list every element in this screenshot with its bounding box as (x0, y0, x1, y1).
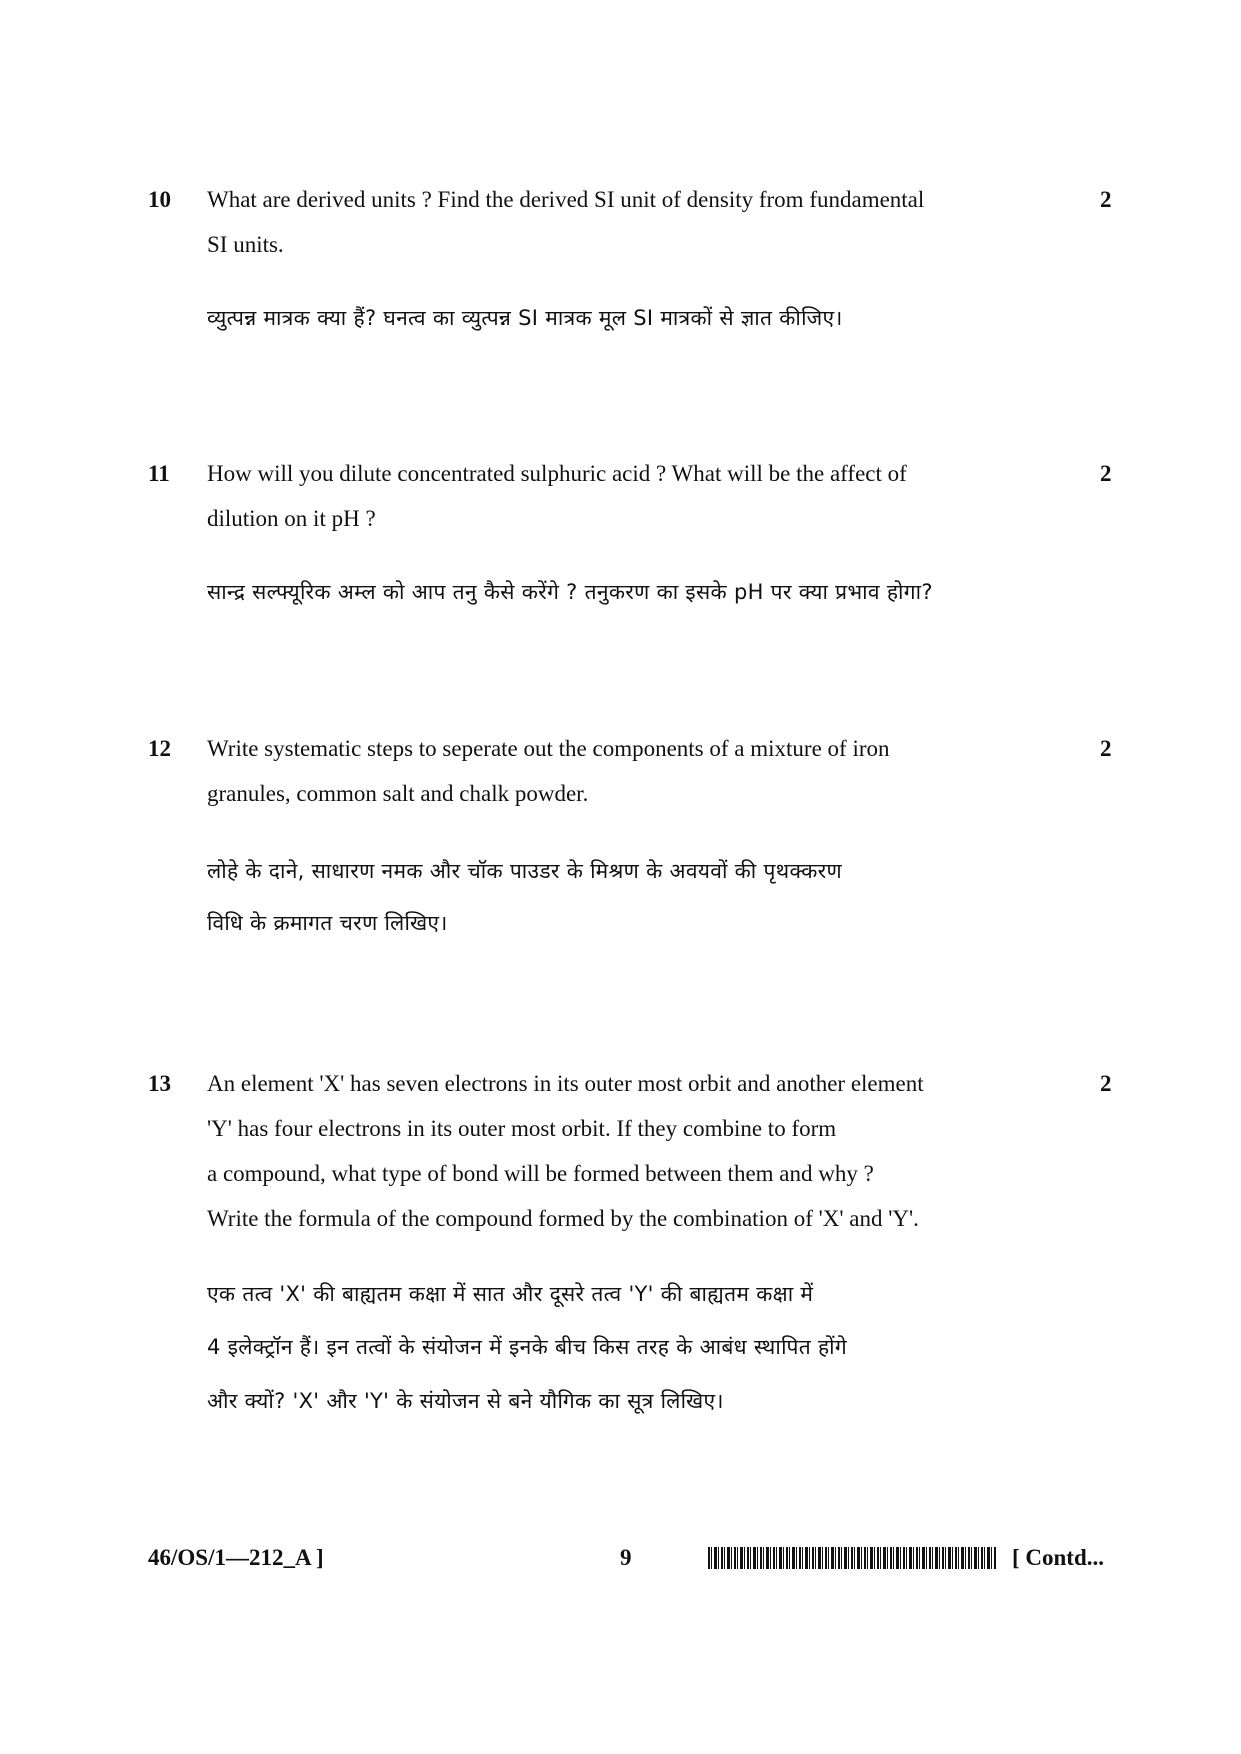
english-line: What are derived units ? Find the derived SI unit of density from fundamental (207, 187, 925, 212)
english-line: granules, common salt and chalk powder. (207, 781, 589, 806)
question-marks: 2 (1100, 1071, 1112, 1096)
english-line: Write the formula of the compound formed by the combination of 'X' and 'Y'. (207, 1206, 919, 1231)
page-number: 9 (620, 1545, 632, 1570)
english-line: How will you dilute concentrated sulphuric acid ? What will be the affect of (207, 461, 907, 486)
hindi-line: 4 इलेक्ट्रॉन हैं। इन तत्वों के संयोजन में इनके बीच किस तरह के आबंध स्थापित होंगे (207, 1335, 848, 1359)
question-number: 12 (148, 736, 171, 761)
english-line: An element 'X' has seven electrons in its outer most orbit and another element (207, 1071, 924, 1096)
paper-code: 46/OS/1—212_A ] (148, 1545, 324, 1570)
question-number: 10 (148, 187, 171, 212)
hindi-line: लोहे के दाने, साधारण नमक और चॉक पाउडर के मिश्रण के अवयवों की पृथक्करण (207, 859, 843, 883)
question-marks: 2 (1100, 461, 1112, 486)
question-number: 13 (148, 1071, 171, 1096)
question-marks: 2 (1100, 187, 1112, 212)
hindi-line: एक तत्व 'X' की बाह्यतम कक्षा में सात और दूसरे तत्व 'Y' की बाह्यतम कक्षा में (207, 1282, 814, 1306)
question-marks: 2 (1100, 736, 1112, 761)
hindi-line: सान्द्र सल्फ्यूरिक अम्ल को आप तनु कैसे करेंगे ? तनुकरण का इसके pH पर क्या प्रभाव होगा? (207, 580, 933, 604)
english-line: a compound, what type of bond will be formed between them and why ? (207, 1161, 874, 1186)
barcode-graphic (708, 1547, 996, 1569)
hindi-line: विधि के क्रमागत चरण लिखिए। (207, 911, 448, 935)
english-line: 'Y' has four electrons in its outer most orbit. If they combine to form (207, 1116, 837, 1141)
english-line: dilution on it pH ? (207, 506, 376, 531)
hindi-line: व्युत्पन्न मात्रक क्या हैं? घनत्व का व्युत्पन्न SI मात्रक मूल SI मात्रकों से ज्ञात कीजिए। (207, 306, 843, 330)
english-line: Write systematic steps to seperate out the components of a mixture of iron (207, 736, 890, 761)
english-line: SI units. (207, 232, 284, 257)
question-number: 11 (148, 461, 170, 486)
page-footer (0, 1538, 1241, 1578)
continued-label: [ Contd... (1012, 1545, 1105, 1570)
hindi-line: और क्यों? 'X' और 'Y' के संयोजन से बने यौगिक का सूत्र लिखिए। (207, 1389, 724, 1413)
